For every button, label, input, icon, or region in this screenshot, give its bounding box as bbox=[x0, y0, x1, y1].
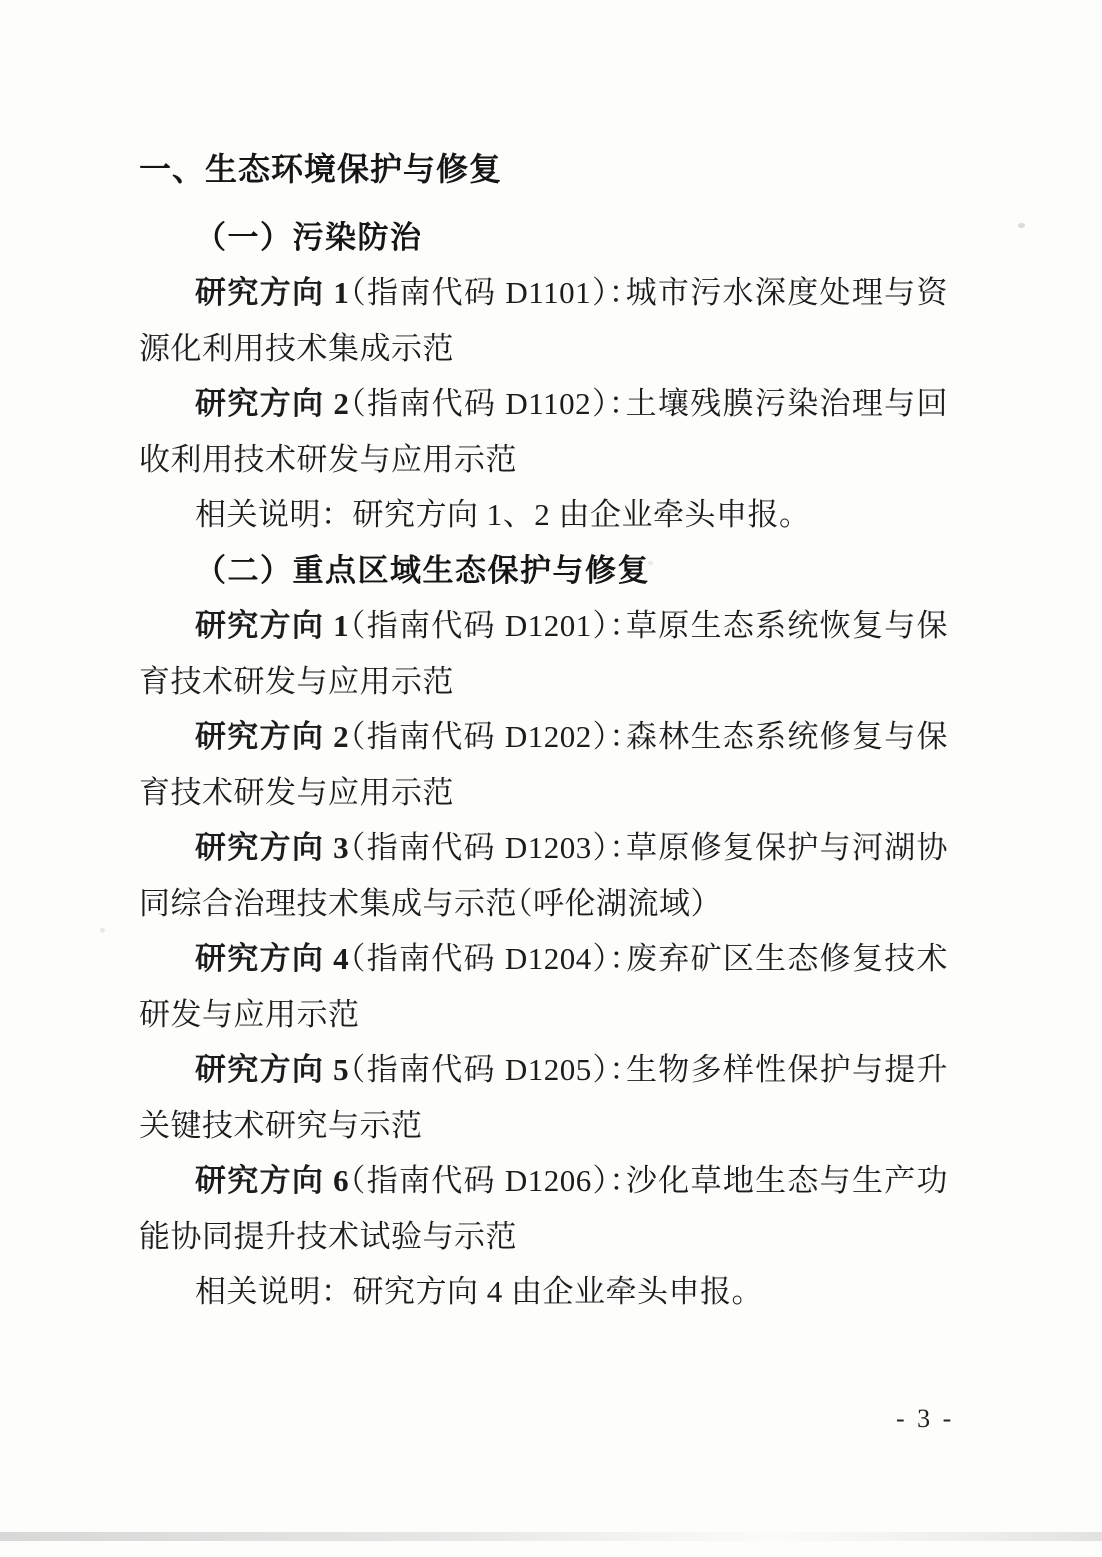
section-heading: 一、生态环境保护与修复 bbox=[139, 151, 503, 187]
research-direction-label: 研究方向 1 bbox=[195, 275, 350, 310]
research-direction-paragraph bbox=[139, 820, 948, 931]
research-direction-paragraph bbox=[139, 1153, 948, 1264]
scan-speck bbox=[100, 928, 105, 933]
research-direction-paragraph bbox=[139, 931, 948, 1042]
research-direction-label: 研究方向 2 bbox=[195, 386, 350, 421]
research-direction-text: （指南代码 D1204）：废弃矿区生态修复技术研发与应用示范 bbox=[139, 941, 949, 1032]
research-direction-label: 研究方向 5 bbox=[195, 1052, 350, 1087]
research-direction-label: 研究方向 2 bbox=[195, 719, 350, 754]
research-direction-text: （指南代码 D1206）：沙化草地生态与生产功能协同提升技术试验与示范 bbox=[139, 1163, 949, 1254]
research-direction-paragraph bbox=[139, 709, 948, 820]
research-direction-text: （指南代码 D1201）：草原生态系统恢复与保育技术研发与应用示范 bbox=[139, 608, 949, 699]
subsection-pollution-control bbox=[139, 210, 948, 543]
research-direction-paragraph bbox=[139, 598, 948, 709]
document-content bbox=[139, 0, 948, 1320]
research-direction-text: （指南代码 D1102）：土壤残膜污染治理与回收利用技术研发与应用示范 bbox=[139, 386, 948, 477]
scan-edge-artifact bbox=[0, 1532, 1102, 1541]
research-direction-text: （指南代码 D1205）：生物多样性保护与提升关键技术研究与示范 bbox=[139, 1052, 949, 1143]
research-direction-label: 研究方向 4 bbox=[195, 941, 350, 976]
scan-speck bbox=[648, 561, 653, 565]
research-direction-text: （指南代码 D1101）：城市污水深度处理与资源化利用技术集成示范 bbox=[139, 275, 948, 366]
related-note: 相关说明：研究方向 4 由企业牵头申报。 bbox=[195, 1274, 763, 1309]
related-note: 相关说明：研究方向 1、2 由企业牵头申报。 bbox=[195, 497, 811, 532]
research-direction-text: （指南代码 D1203）：草原修复保护与河湖协同综合治理技术集成与示范（呼伦湖流域） bbox=[139, 830, 949, 921]
research-direction-label: 研究方向 1 bbox=[195, 608, 350, 643]
subsection-title-1: （一）污染防治 bbox=[195, 219, 423, 255]
research-direction-paragraph bbox=[139, 1042, 948, 1153]
page-number: - 3 - bbox=[896, 1404, 955, 1433]
research-direction-label: 研究方向 6 bbox=[195, 1163, 350, 1198]
research-direction-paragraph bbox=[139, 265, 948, 376]
subsection-title-2: （二）重点区域生态保护与修复 bbox=[195, 552, 650, 588]
research-direction-paragraph bbox=[139, 376, 948, 487]
research-direction-label: 研究方向 3 bbox=[195, 830, 350, 865]
scan-speck bbox=[1018, 223, 1025, 228]
subsection-key-region-restoration bbox=[139, 543, 948, 1320]
research-direction-text: （指南代码 D1202）：森林生态系统修复与保育技术研发与应用示范 bbox=[139, 719, 949, 810]
